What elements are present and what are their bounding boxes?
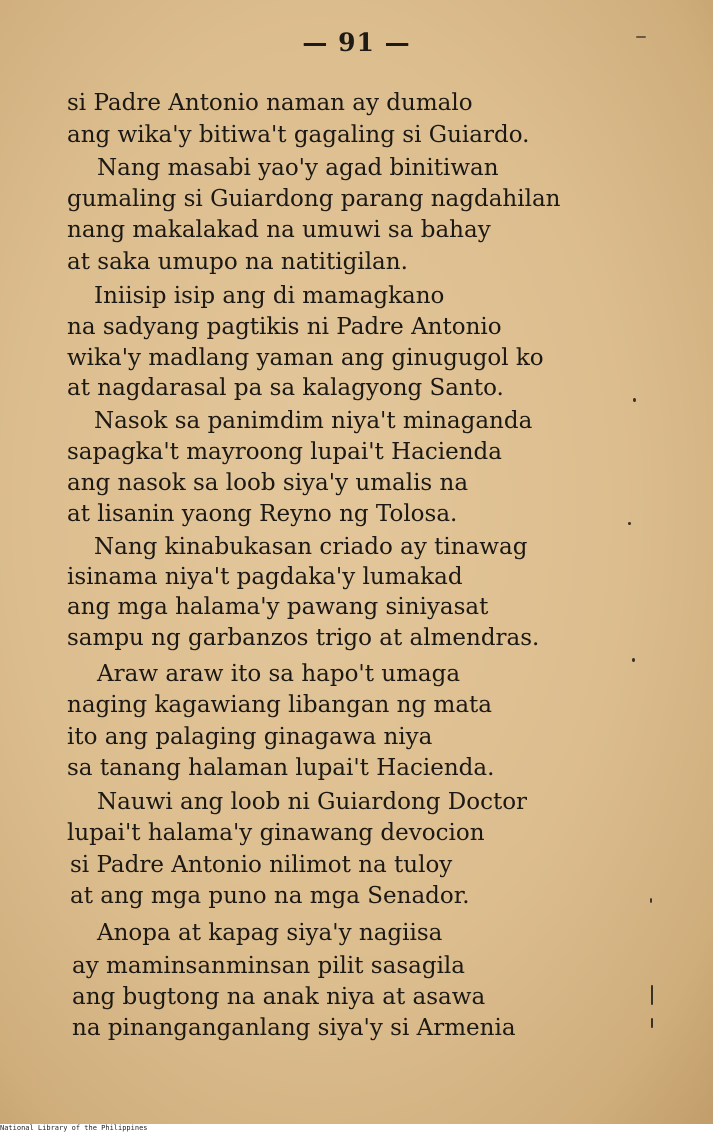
verse-line: ang mga halama'y pawang siniyasat — [67, 594, 489, 620]
verse-line: ito ang palaging ginagawa niya — [67, 724, 433, 750]
library-watermark: National Library of the Philippines — [0, 1124, 148, 1132]
verse-line: ang wika'y bitiwa't gagaling si Guiardo. — [67, 122, 530, 148]
verse-line: sa tanang halaman lupai't Hacienda. — [67, 755, 495, 781]
scan-speck — [636, 36, 646, 38]
verse-line: si Padre Antonio nilimot na tuloy — [70, 852, 453, 878]
verse-line: ang nasok sa loob siya'y umalis na — [67, 470, 469, 496]
scan-speck — [632, 658, 635, 662]
verse-line: gumaling si Guiardong parang nagdahilan — [67, 186, 561, 212]
scan-speck — [628, 522, 631, 525]
verse-line: Nasok sa panimdim niya't minaganda — [94, 408, 533, 434]
verse-line: na sadyang pagtikis ni Padre Antonio — [67, 314, 502, 340]
verse-line: at lisanin yaong Reyno ng Tolosa. — [67, 501, 458, 527]
verse-line: isinama niya't pagdaka'y lumakad — [67, 564, 463, 590]
verse-line: at ang mga puno na mga Senador. — [70, 883, 470, 909]
scan-speck — [651, 985, 653, 1005]
verse-line: lupai't halama'y ginawang devocion — [67, 820, 485, 846]
verse-line: si Padre Antonio naman ay dumalo — [67, 90, 473, 116]
verse-line: at saka umupo na natitigilan. — [67, 249, 408, 275]
verse-line: wika'y madlang yaman ang ginugugol ko — [67, 345, 544, 371]
verse-line: naging kagawiang libangan ng mata — [67, 692, 492, 718]
verse-line: Anopa at kapag siya'y nagiisa — [97, 920, 443, 946]
scan-speck — [650, 898, 652, 903]
scan-speck — [633, 398, 636, 402]
verse-line: at nagdarasal pa sa kalagyong Santo. — [67, 375, 504, 401]
verse-line: Iniisip isip ang di mamagkano — [94, 283, 445, 309]
page-number: — 91 — — [302, 28, 411, 57]
verse-line: Nang kinabukasan criado ay tinawag — [94, 534, 528, 560]
verse-line: nang makalakad na umuwi sa bahay — [67, 217, 491, 243]
scan-speck — [651, 1018, 653, 1028]
verse-line: sampu ng garbanzos trigo at almendras. — [67, 625, 540, 651]
verse-line: ang bugtong na anak niya at asawa — [72, 984, 486, 1010]
verse-line: sapagka't mayroong lupai't Hacienda — [67, 439, 502, 465]
verse-line: Nang masabi yao'y agad binitiwan — [97, 155, 499, 181]
verse-line: ay maminsanminsan pilit sasagila — [72, 953, 465, 979]
verse-line: na pinanganganlang siya'y si Armenia — [72, 1015, 516, 1041]
verse-line: Nauwi ang loob ni Guiardong Doctor — [97, 789, 528, 815]
verse-line: Araw araw ito sa hapo't umaga — [97, 661, 461, 687]
